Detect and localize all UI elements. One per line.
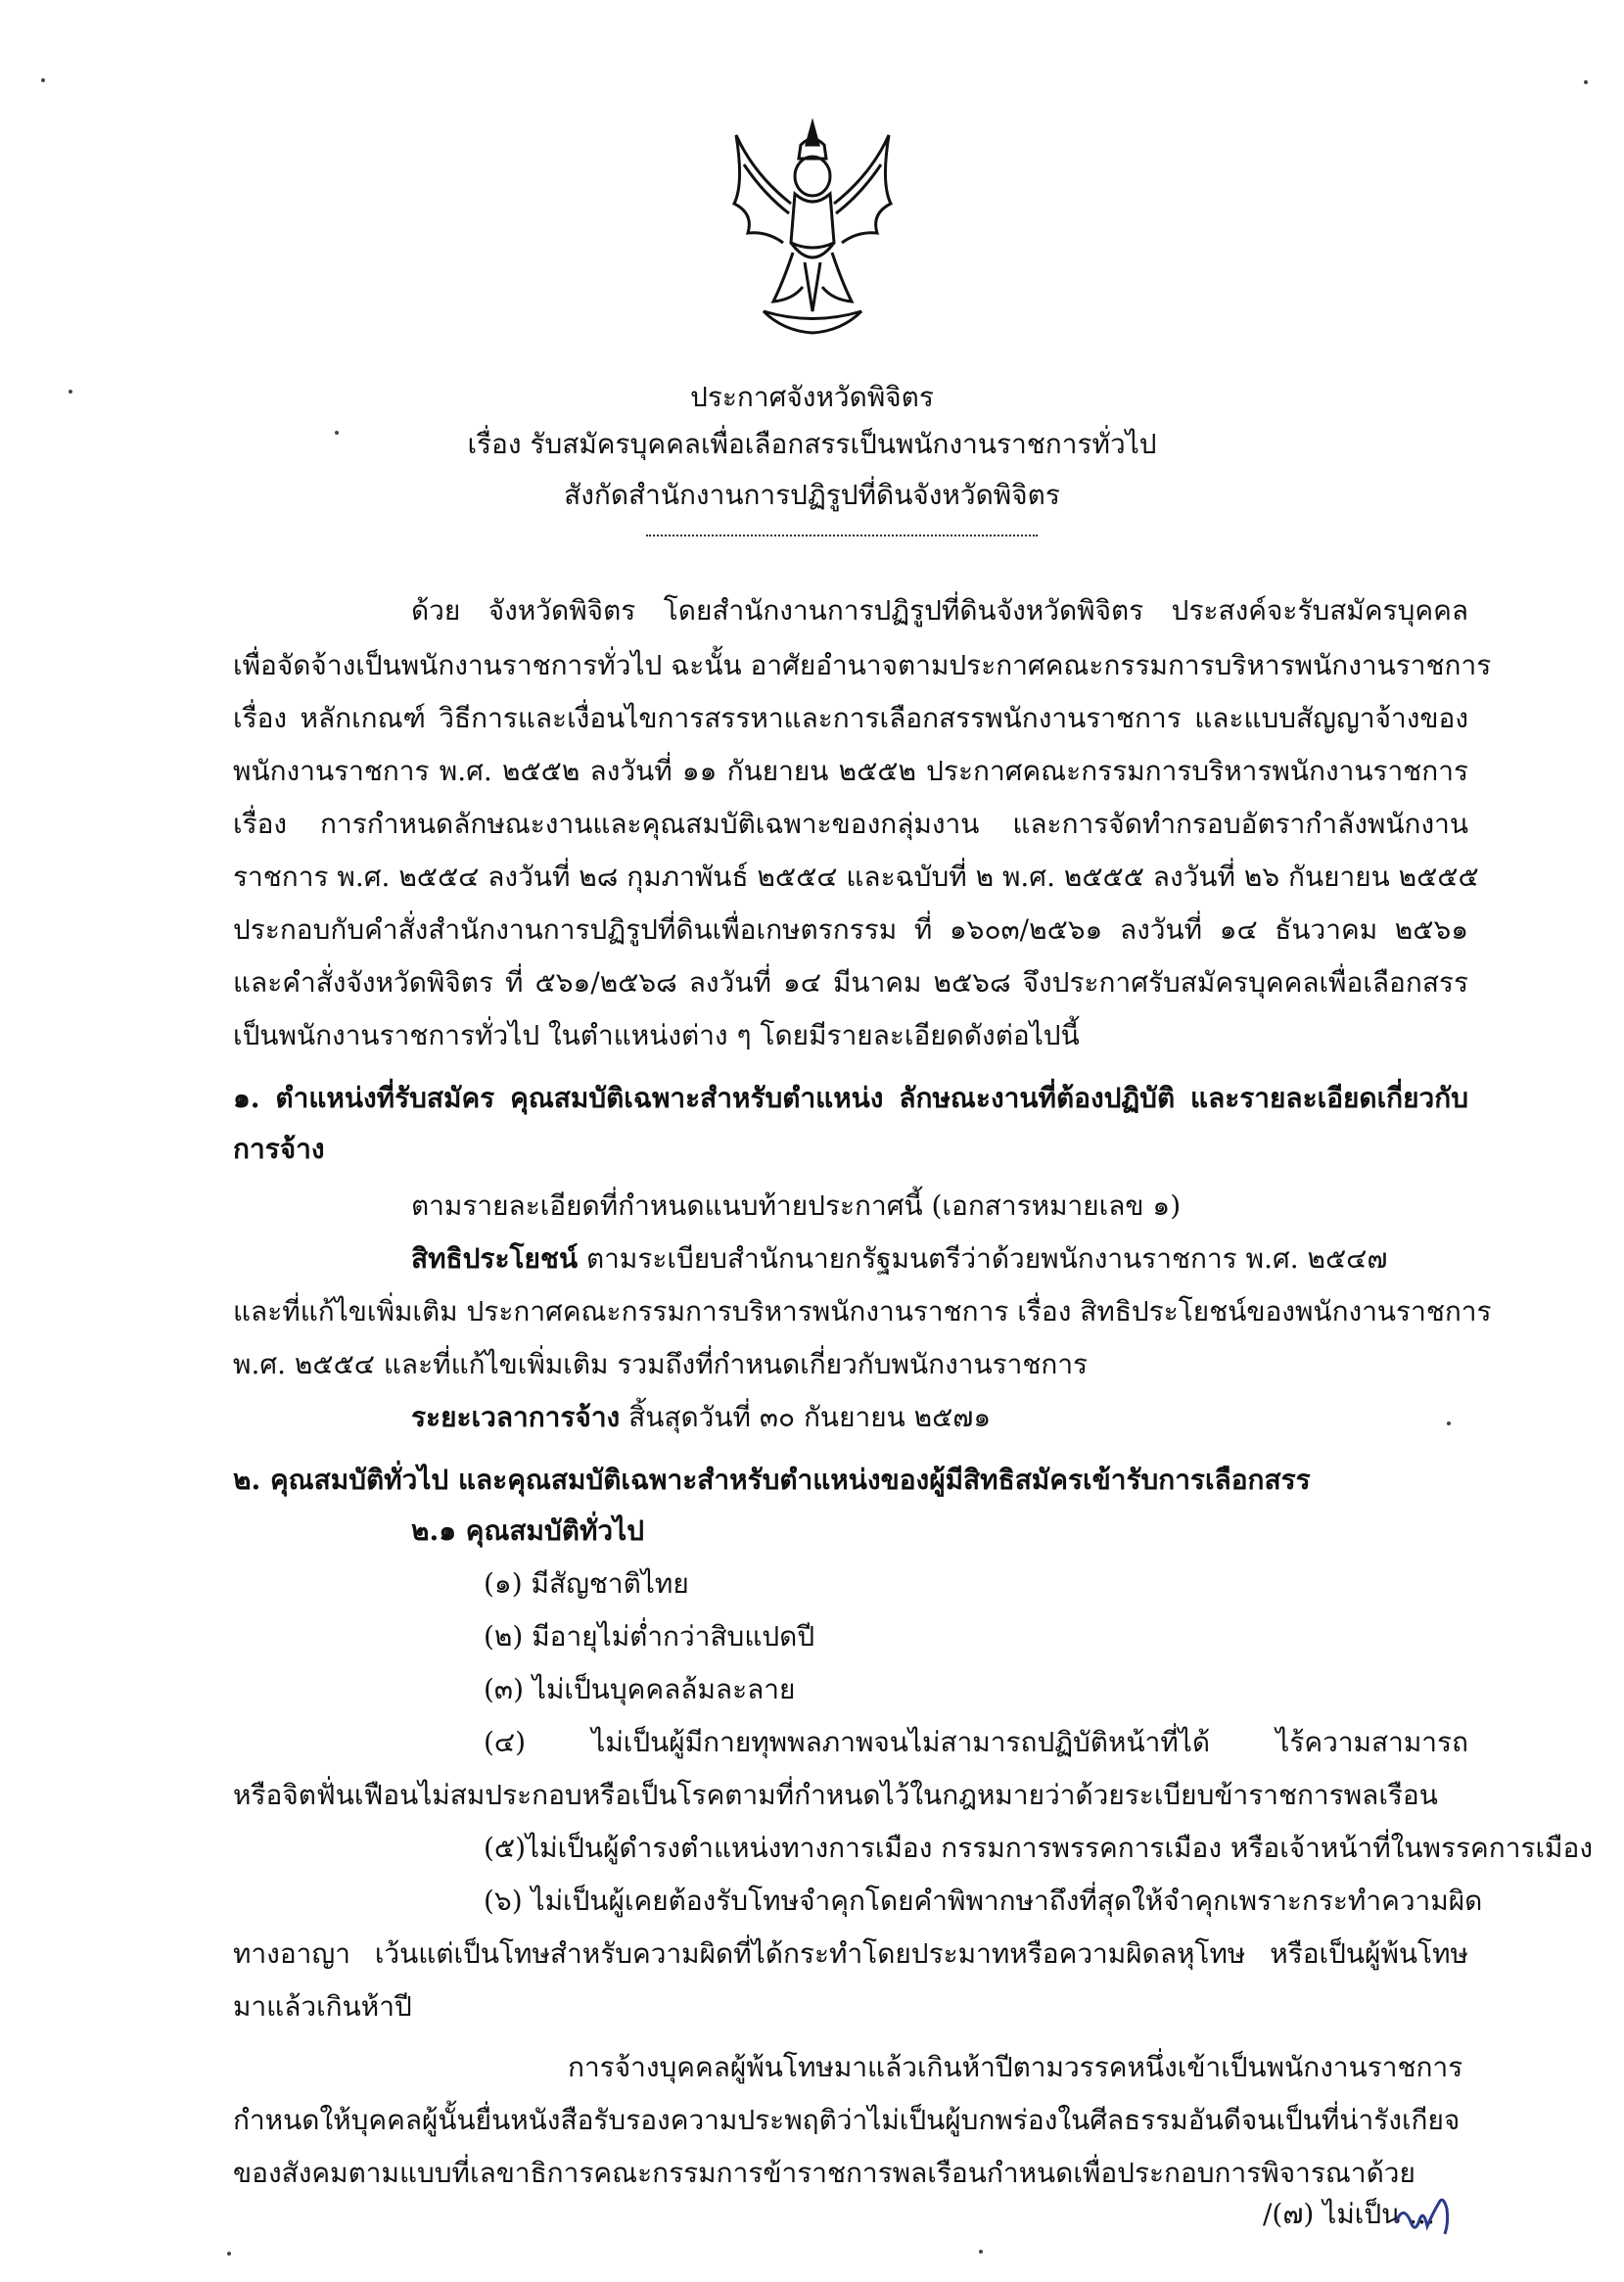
benefit-line: และที่แก้ไขเพิ่มเติม ประกาศคณะกรรมการบริหารพนักงานราชการ เรื่อง สิทธิประโยชน์ของพนักงานราชการ	[233, 1295, 1492, 1327]
dotted-separator	[646, 535, 1038, 536]
note-paragraph: ของสังคมตามแบบที่เลขาธิการคณะกรรมการข้าราชการพลเรือนกำหนดเพื่อประกอบการพิจารณาด้วย	[233, 2157, 1415, 2189]
qualification-item: (๔) ไม่เป็นผู้มีกายทุพพลภาพจนไม่สามารถปฏิบัติหน้าที่ได้ ไร้ความสามารถ	[484, 1726, 1468, 1758]
qualification-item: (๕)ไม่เป็นผู้ดำรงตำแหน่งทางการเมือง กรรมการพรรคการเมือง หรือเจ้าหน้าที่ในพรรคการเมือง	[484, 1832, 1593, 1864]
term-label: ระยะเวลาการจ้าง	[411, 1401, 621, 1433]
note-paragraph: กำหนดให้บุคคลผู้นั้นยื่นหนังสือรับรองความประพฤติว่าไม่เป็นผู้บกพร่องในศีลธรรมอันดีจนเป็นที่น่ารังเกียจ	[233, 2104, 1461, 2136]
intro-line: เรื่อง การกำหนดลักษณะงานและคุณสมบัติเฉพาะของกลุ่มงาน และการจัดทำกรอบอัตรากำลังพนักงาน	[233, 808, 1468, 840]
section-2-title: ๒. คุณสมบัติทั่วไป และคุณสมบัติเฉพาะสำหรับตำแหน่งของผู้มีสิทธิสมัครเข้ารับการเลือกสรร	[233, 1464, 1311, 1496]
garuda-emblem-icon	[724, 116, 901, 341]
qualification-item-cont: ทางอาญา เว้นแต่เป็นโทษสำหรับความผิดที่ได้กระทำโดยประมาทหรือความผิดลหุโทษ หรือเป็นผู้พ้นโทษ	[233, 1937, 1468, 1970]
intro-line: พนักงานราชการ พ.ศ. ๒๕๕๒ ลงวันที่ ๑๑ กันยายน ๒๕๕๒ ประกาศคณะกรรมการบริหารพนักงานราชการ	[233, 755, 1468, 787]
scan-speck	[335, 431, 339, 435]
intro-line: และคำสั่งจังหวัดพิจิตร ที่ ๕๖๑/๒๕๖๘ ลงวันที่ ๑๔ มีนาคม ๒๕๖๘ จึงประกาศรับสมัครบุคคลเพื่อเลือกสรร	[233, 966, 1468, 999]
intro-line: เป็นพนักงานราชการทั่วไป ในตำแหน่งต่าง ๆ โดยมีรายละเอียดดังต่อไปนี้	[233, 1019, 1080, 1051]
qualification-item: (๒) มีอายุไม่ต่ำกว่าสิบแปดปี	[484, 1620, 815, 1653]
intro-line: เพื่อจัดจ้างเป็นพนักงานราชการทั่วไป ฉะนั้น อาศัยอำนาจตามประกาศคณะกรรมการบริหารพนักงานราชการ	[233, 649, 1492, 681]
announcement-agency: สังกัดสำนักงานการปฏิรูปที่ดินจังหวัดพิจิตร	[564, 479, 1060, 511]
section-1-benefit	[411, 1237, 1387, 1281]
continuation-marker: /(๗) ไม่เป็น ...	[1263, 2198, 1435, 2230]
intro-line: เรื่อง หลักเกณฑ์ วิธีการและเงื่อนไขการสรรหาและการเลือกสรรพนักงานราชการ และแบบสัญญาจ้างของ	[233, 702, 1468, 734]
note-paragraph: การจ้างบุคคลผู้พ้นโทษมาแล้วเกินห้าปีตามวรรคหนึ่งเข้าเป็นพนักงานราชการ	[568, 2051, 1463, 2083]
intro-line: ราชการ พ.ศ. ๒๕๕๔ ลงวันที่ ๒๘ กุมภาพันธ์ ๒๕๕๔ และฉบับที่ ๒ พ.ศ. ๒๕๕๕ ลงวันที่ ๒๖ กันยายน ๒๕๕๕	[233, 861, 1479, 893]
scan-speck	[1447, 1421, 1451, 1425]
scan-speck	[41, 78, 45, 82]
section-1-detail: ตามรายละเอียดที่กำหนดแนบท้ายประกาศนี้ (เอกสารหมายเลข ๑)	[411, 1189, 1182, 1222]
scan-speck	[979, 2250, 983, 2254]
qualification-item: (๖) ไม่เป็นผู้เคยต้องรับโทษจำคุกโดยคำพิพากษาถึงที่สุดให้จำคุกเพราะกระทำความผิด	[484, 1885, 1483, 1917]
benefit-text: ตามระเบียบสำนักนายกรัฐมนตรีว่าด้วยพนักงานราชการ พ.ศ. ๒๕๔๗	[578, 1242, 1388, 1275]
scan-speck	[227, 2252, 231, 2256]
benefit-line: พ.ศ. ๒๕๕๔ และที่แก้ไขเพิ่มเติม รวมถึงที่กำหนดเกี่ยวกับพนักงานราชการ	[233, 1348, 1089, 1380]
section-1-title-cont: การจ้าง	[233, 1133, 325, 1165]
section-1-title: ๑. ตำแหน่งที่รับสมัคร คุณสมบัติเฉพาะสำหรับตำแหน่ง ลักษณะงานที่ต้องปฏิบัติ และรายละเอียดเกี่ยวกับ	[233, 1082, 1468, 1114]
scan-speck	[69, 390, 72, 394]
signature-initials-icon	[1390, 2183, 1459, 2237]
qualification-item-cont: มาแล้วเกินห้าปี	[233, 1990, 412, 2023]
section-1-term	[411, 1396, 991, 1439]
scan-speck	[1584, 80, 1588, 84]
announcement-title: ประกาศจังหวัดพิจิตร	[690, 381, 934, 413]
announcement-subject: เรื่อง รับสมัครบุคคลเพื่อเลือกสรรเป็นพนักงานราชการทั่วไป	[467, 428, 1157, 460]
benefit-label: สิทธิประโยชน์	[411, 1242, 579, 1275]
qualification-item: (๑) มีสัญชาติไทย	[484, 1567, 689, 1600]
qualification-item: (๓) ไม่เป็นบุคคลล้มละลาย	[484, 1673, 796, 1705]
section-2-1-title: ๒.๑ คุณสมบัติทั่วไป	[411, 1514, 644, 1547]
intro-line: ประกอบกับคำสั่งสำนักงานการปฏิรูปที่ดินเพื่อเกษตรกรรม ที่ ๑๖๐๓/๒๕๖๑ ลงวันที่ ๑๔ ธันวาคม ๒๕๖๑	[233, 913, 1468, 946]
term-value: สิ้นสุดวันที่ ๓๐ กันยายน ๒๕๗๑	[620, 1401, 992, 1433]
intro-line: ด้วย จังหวัดพิจิตร โดยสำนักงานการปฏิรูปที่ดินจังหวัดพิจิตร ประสงค์จะรับสมัครบุคคล	[411, 594, 1468, 627]
qualification-item-cont: หรือจิตฟั่นเฟือนไม่สมประกอบหรือเป็นโรคตามที่กำหนดไว้ในกฎหมายว่าด้วยระเบียบข้าราชการพลเรือน	[233, 1779, 1438, 1811]
